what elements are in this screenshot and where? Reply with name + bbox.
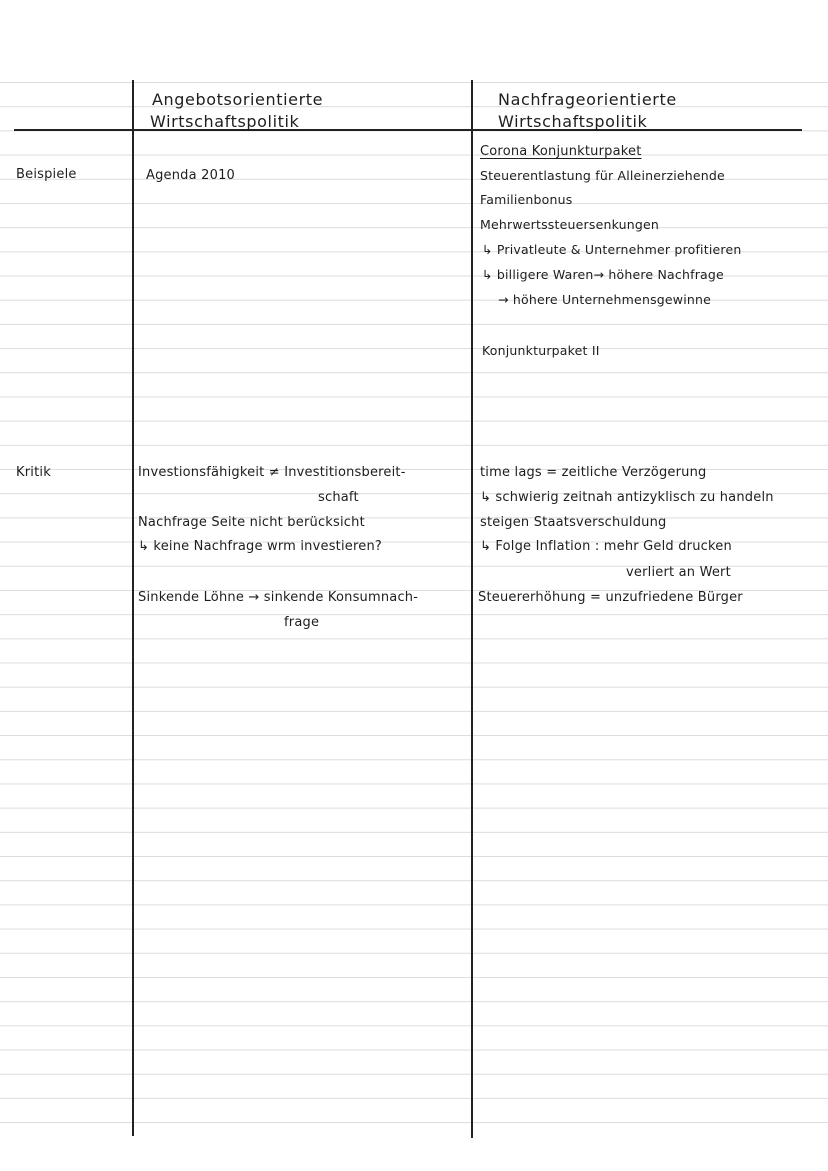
row-label-kritik: Kritik: [16, 465, 51, 480]
left-beispiel-1: Agenda 2010: [146, 168, 236, 183]
right-kritik-1: time lags = zeitliche Verzögerung: [480, 465, 707, 480]
right-beispiel-8: Konjunkturpaket II: [482, 343, 600, 358]
left-kritik-3: Nachfrage Seite nicht berücksicht: [138, 515, 365, 530]
left-kritik-6: frage: [284, 615, 320, 630]
right-beispiel-7: → höhere Unternehmensgewinne: [498, 292, 712, 307]
right-column-title-line2: Wirtschaftspolitik: [498, 112, 648, 131]
left-kritik-4: ↳ keine Nachfrage wrm investieren?: [138, 539, 382, 554]
right-column-title-line1: Nachfrageorientierte: [498, 90, 677, 109]
left-column-title-line1: Angebotsorientierte: [152, 90, 324, 109]
right-kritik-6: Steuererhöhung = unzufriedene Bürger: [478, 590, 743, 605]
right-beispiel-5: ↳ Privatleute & Unternehmer profitieren: [482, 242, 742, 257]
column-divider-right: [471, 80, 473, 1138]
header-divider: [14, 129, 802, 131]
top-margin: [0, 0, 828, 82]
right-beispiel-1: Corona Konjunkturpaket: [480, 144, 642, 159]
right-kritik-5: verliert an Wert: [626, 565, 731, 580]
row-label-beispiele: Beispiele: [16, 167, 77, 182]
right-beispiel-6: ↳ billigere Waren→ höhere Nachfrage: [482, 267, 724, 282]
right-beispiel-4: Mehrwertssteuersenkungen: [480, 217, 660, 232]
right-kritik-4: ↳ Folge Inflation : mehr Geld drucken: [480, 539, 732, 554]
right-kritik-2: ↳ schwierig zeitnah antizyklisch zu handeln: [480, 490, 774, 505]
right-beispiel-3: Familienbonus: [480, 192, 573, 207]
left-kritik-5: Sinkende Löhne → sinkende Konsumnach-: [138, 590, 419, 605]
left-column-title-line2: Wirtschaftspolitik: [150, 112, 300, 131]
column-divider-left: [132, 80, 134, 1136]
right-kritik-3: steigen Staatsverschuldung: [480, 515, 667, 530]
right-beispiel-2: Steuerentlastung für Alleinerziehende: [480, 168, 725, 183]
left-kritik-1: Investionsfähigkeit ≠ Investitionsbereit-: [138, 465, 406, 480]
bottom-margin: [0, 1138, 828, 1171]
left-kritik-2: schaft: [318, 490, 359, 505]
